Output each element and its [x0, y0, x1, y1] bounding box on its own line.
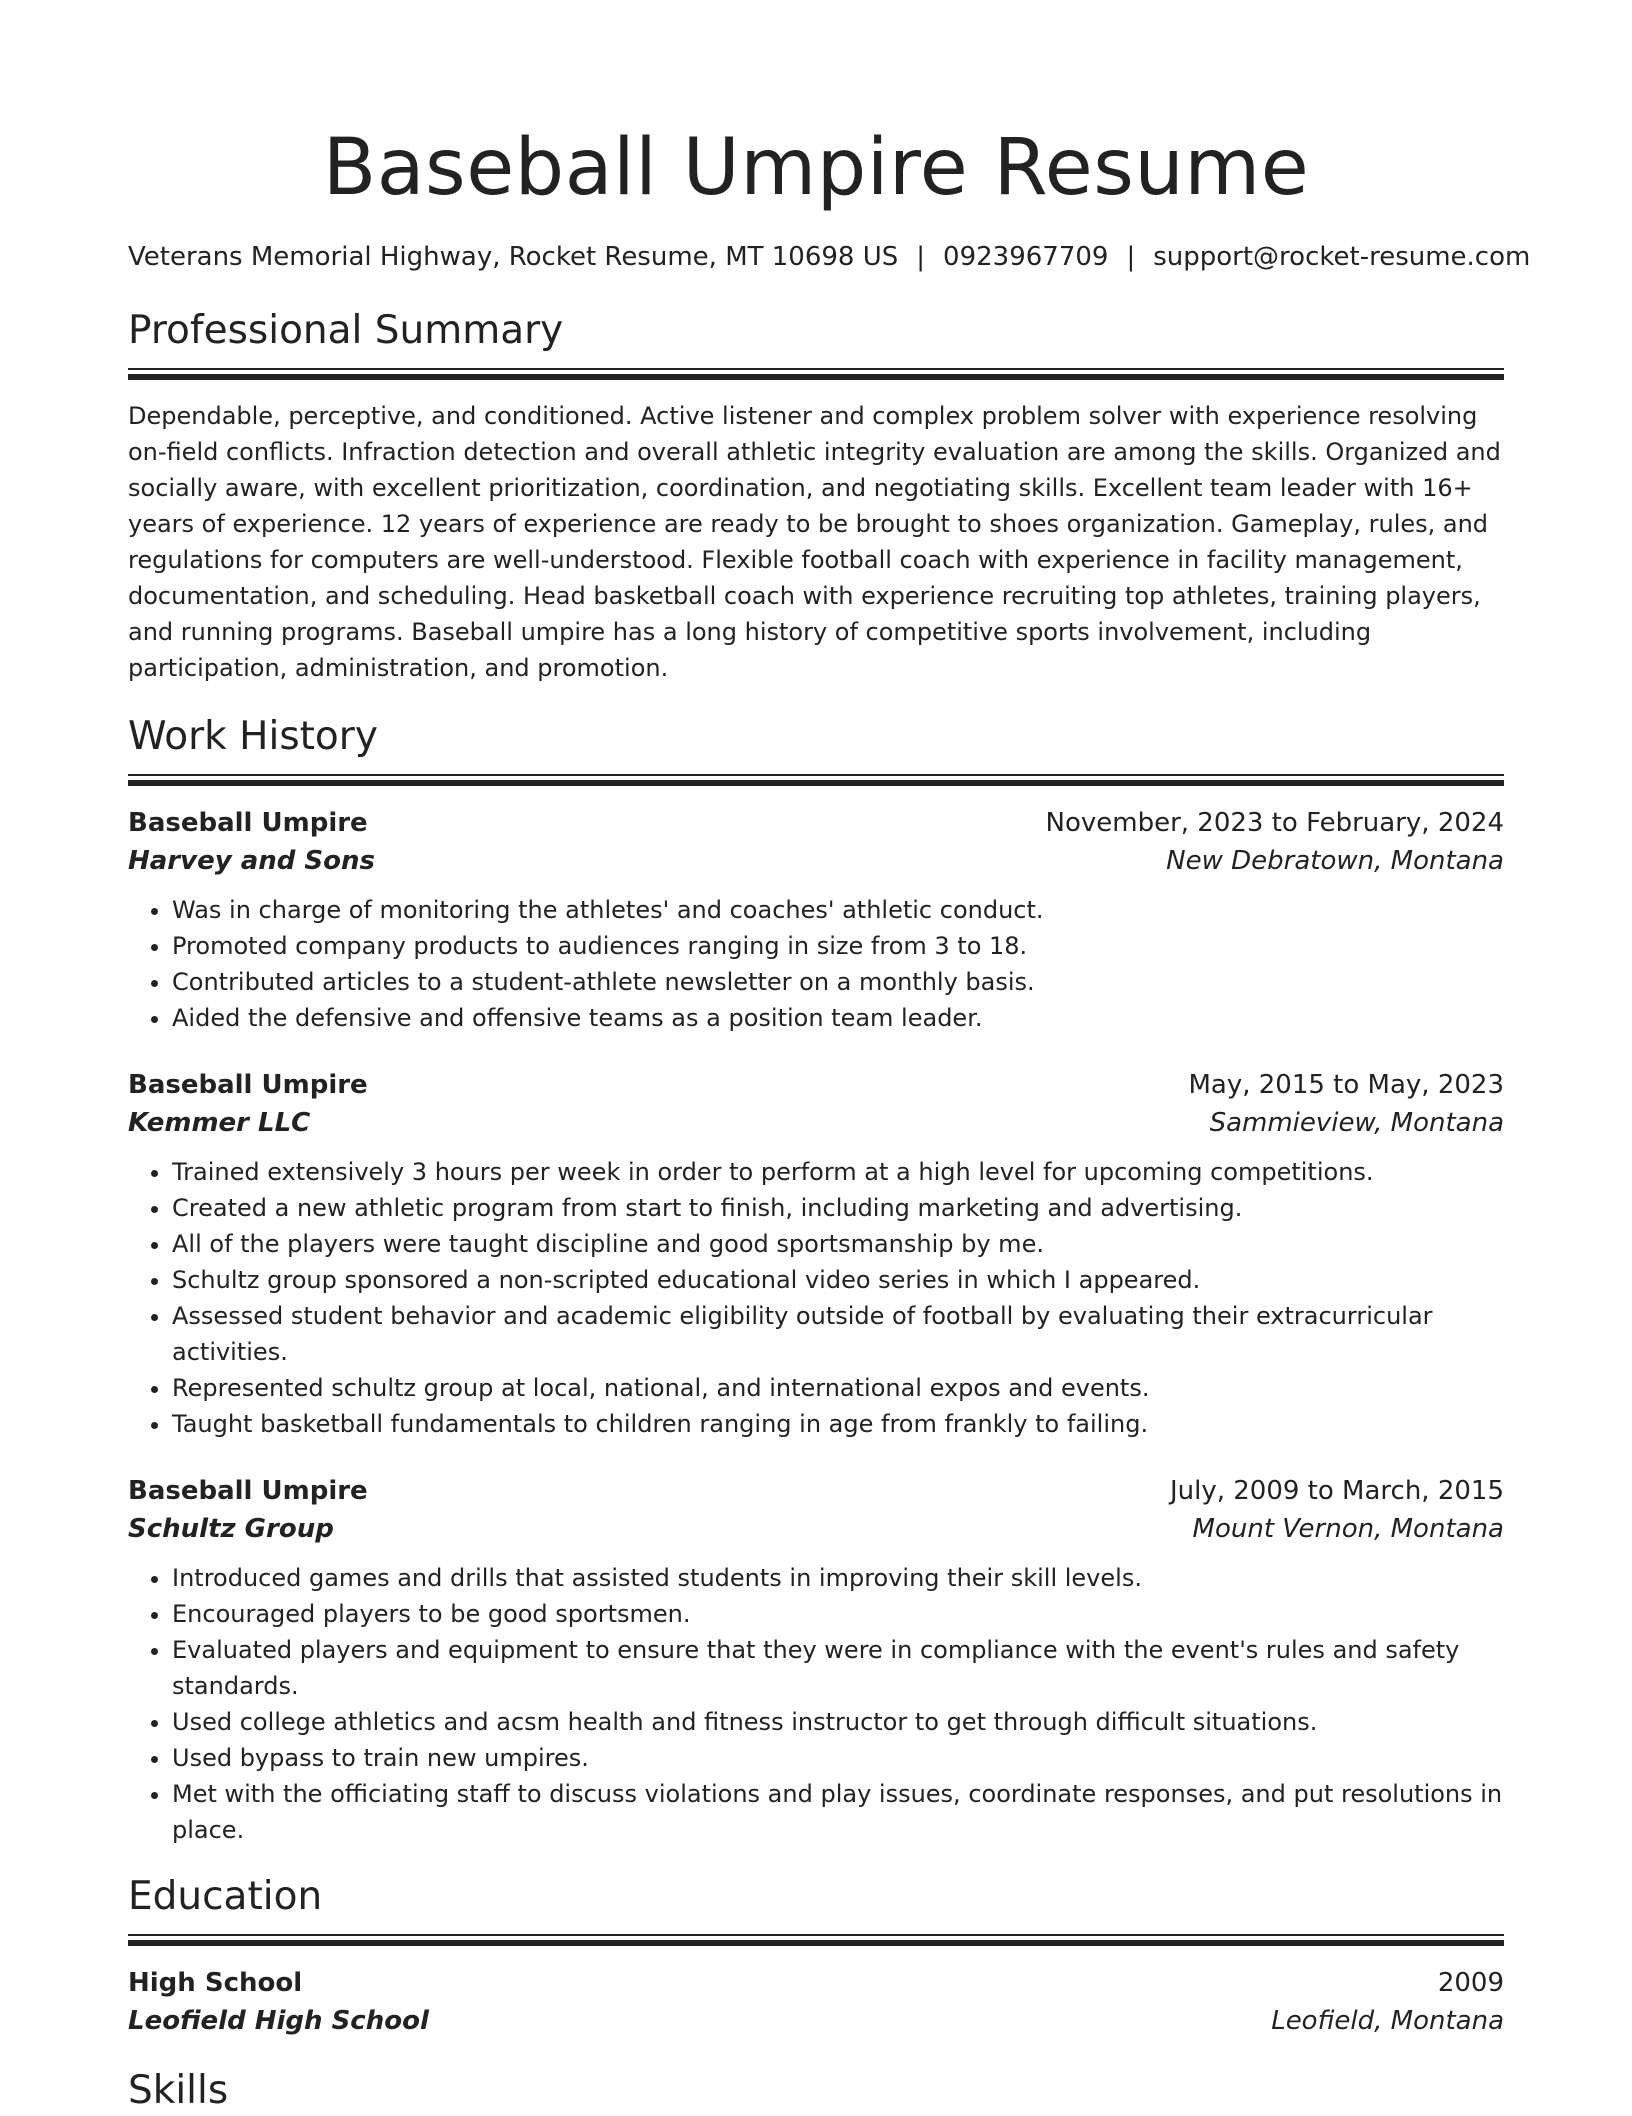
- job-company: Kemmer LLC: [128, 1108, 311, 1138]
- contact-phone: 0923967709: [943, 242, 1109, 272]
- job-bullet: • Taught basketball fundamentals to children ranging in age from frankly to failing.: [172, 1406, 1504, 1442]
- work-history-section: [128, 712, 1504, 1848]
- job-entry: [128, 1066, 1504, 1442]
- job-title: Baseball Umpire: [128, 808, 368, 838]
- education-year: 2009: [1437, 1968, 1504, 1998]
- job-bullet: • Contributed articles to a student-athlete newsletter on a monthly basis.: [172, 964, 1504, 1000]
- job-bullet: • Used bypass to train new umpires.: [172, 1740, 1504, 1776]
- job-location: Mount Vernon, Montana: [1192, 1514, 1504, 1544]
- summary-heading: Professional Summary: [128, 308, 564, 353]
- job-dates: May, 2015 to May, 2023: [1188, 1070, 1504, 1100]
- job-bullet: • Evaluated players and equipment to ensure that they were in compliance with the event's rules and safety standards.: [172, 1632, 1504, 1704]
- job-company: Harvey and Sons: [128, 846, 375, 876]
- skills-heading: Skills: [128, 2068, 229, 2113]
- contact-line: [128, 238, 1531, 276]
- job-entry: [128, 804, 1504, 1036]
- job-title: Baseball Umpire: [128, 1476, 368, 1506]
- resume-title: Baseball Umpire Resume: [322, 123, 1310, 213]
- section-divider: [128, 1934, 1504, 1946]
- job-company: Schultz Group: [128, 1514, 334, 1544]
- section-divider: [128, 368, 1504, 380]
- job-entry: [128, 1472, 1504, 1848]
- summary-section: [128, 306, 1504, 686]
- job-dates: November, 2023 to February, 2024: [1045, 808, 1504, 838]
- job-bullets: [128, 892, 1504, 1036]
- job-header: [128, 804, 1504, 842]
- job-bullet: • Met with the officiating staff to discuss violations and play issues, coordinate responses, and put resolutions in place.: [172, 1776, 1504, 1848]
- job-title: Baseball Umpire: [128, 1070, 368, 1100]
- job-location: Sammieview, Montana: [1209, 1108, 1504, 1138]
- job-dates: July, 2009 to March, 2015: [1169, 1476, 1504, 1506]
- education-entry: [128, 1964, 1504, 2040]
- job-bullet: • Used college athletics and acsm health and fitness instructor to get through difficult situations.: [172, 1704, 1504, 1740]
- contact-separator: |: [1126, 242, 1136, 272]
- job-bullets: [128, 1560, 1504, 1848]
- job-location: New Debratown, Montana: [1166, 846, 1504, 876]
- job-bullet: • All of the players were taught discipline and good sportsmanship by me.: [172, 1226, 1504, 1262]
- education-location: Leofield, Montana: [1271, 2006, 1504, 2036]
- education-subheader: [128, 2002, 1504, 2040]
- job-bullet: • Aided the defensive and offensive teams as a position team leader.: [172, 1000, 1504, 1036]
- education-degree: High School: [128, 1968, 303, 1998]
- section-divider: [128, 774, 1504, 786]
- job-subheader: [128, 842, 1504, 880]
- job-subheader: [128, 1510, 1504, 1548]
- job-header: [128, 1472, 1504, 1510]
- work-history-heading: Work History: [128, 714, 378, 759]
- contact-email: support@rocket-resume.com: [1153, 242, 1531, 272]
- job-bullet: • Represented schultz group at local, national, and international expos and events.: [172, 1370, 1504, 1406]
- contact-separator: |: [916, 242, 926, 272]
- job-bullet: • Encouraged players to be good sportsmen.: [172, 1596, 1504, 1632]
- job-bullet: • Assessed student behavior and academic eligibility outside of football by evaluating their extracurricular activities.: [172, 1298, 1504, 1370]
- job-header: [128, 1066, 1504, 1104]
- education-heading: Education: [128, 1874, 323, 1919]
- job-bullet: • Introduced games and drills that assisted students in improving their skill levels.: [172, 1560, 1504, 1596]
- contact-address: Veterans Memorial Highway, Rocket Resume, MT 10698 US: [128, 242, 899, 272]
- job-bullet: • Promoted company products to audiences ranging in size from 3 to 18.: [172, 928, 1504, 964]
- education-header: [128, 1964, 1504, 2002]
- education-section: [128, 1872, 1504, 2040]
- job-bullet: • Was in charge of monitoring the athletes' and coaches' athletic conduct.: [172, 892, 1504, 928]
- job-subheader: [128, 1104, 1504, 1142]
- skills-section: [128, 2066, 1504, 2116]
- education-school: Leofield High School: [128, 2006, 429, 2036]
- job-bullet: • Trained extensively 3 hours per week in order to perform at a high level for upcoming competitions.: [172, 1154, 1504, 1190]
- job-bullet: • Schultz group sponsored a non-scripted educational video series in which I appeared.: [172, 1262, 1504, 1298]
- job-bullet: • Created a new athletic program from start to finish, including marketing and advertising.: [172, 1190, 1504, 1226]
- job-bullets: [128, 1154, 1504, 1442]
- summary-text: Dependable, perceptive, and conditioned. Active listener and complex problem solver with experience resolving on-field conflicts. Infraction detection and overall athletic integrity evaluation are among the skills. Organized and socially aware, with excellent prioritization, coordination, and negotiating skills. Excellent team leader with 16+ years of experience. 12 years of experience are ready to be brought to shoes organization. Gameplay, rules, and regulations for computers are well-understood. Flexible football coach with experience in facility management, documentation, and scheduling. Head basketball coach with experience recruiting top athletes, training players, and running programs. Baseball umpire has a long history of competitive sports involvement, including participation, administration, and promotion.: [128, 402, 1501, 682]
